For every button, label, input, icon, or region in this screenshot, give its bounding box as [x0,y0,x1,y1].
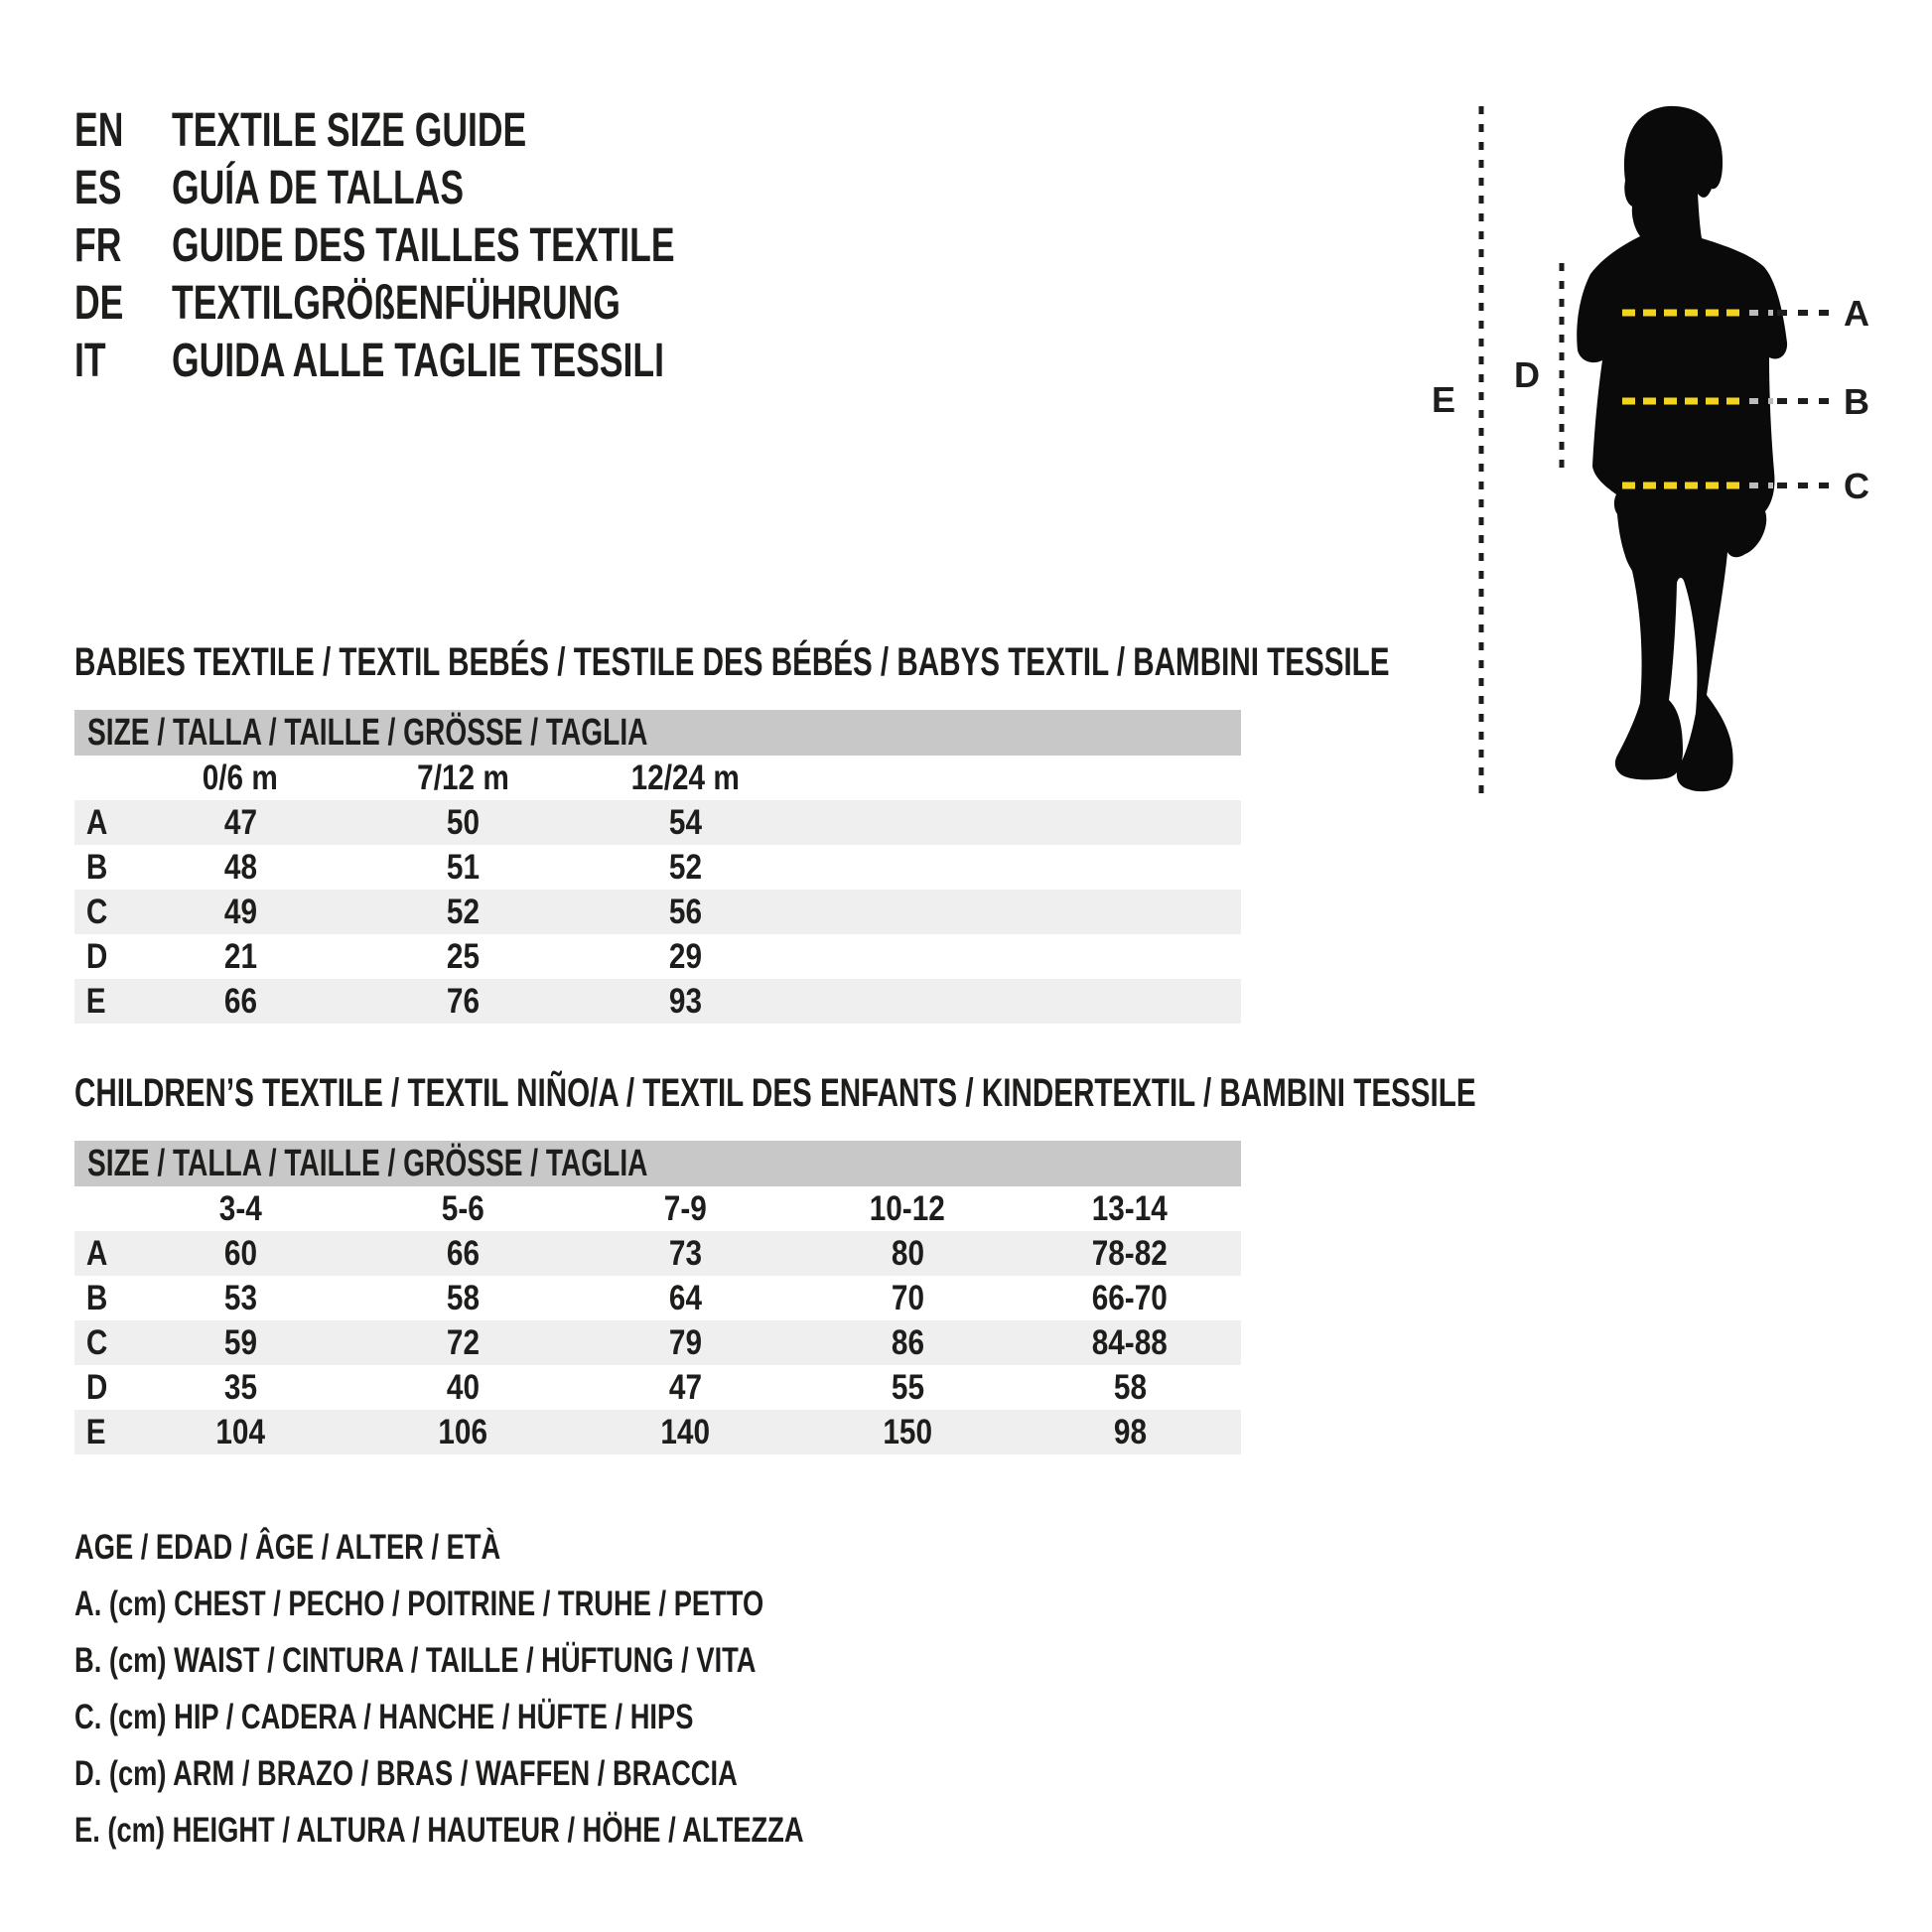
babies-size-header-bar: SIZE / TALLA / TAILLE / GRÖSSE / TAGLIA [74,710,1241,756]
legend-item-waist: B. (cm) WAIST / CINTURA / TAILLE / HÜFTUNG / VITA [74,1641,757,1680]
row-label: C [85,1322,108,1362]
table-row: C 59 72 79 86 84-88 [74,1320,1241,1365]
column-header: 7-9 [663,1188,707,1228]
figure-label-b: B [1844,381,1869,422]
table-row: A 60 66 73 80 78-82 [74,1231,1241,1276]
guide-title-es: GUÍA DE TALLAS [172,162,465,214]
column-header: 7/12 m [416,758,509,797]
child-silhouette [1577,106,1787,791]
figure-label-c: C [1844,466,1869,506]
language-row-es [74,160,852,217]
table-row: E 66 76 93 [74,979,1241,1024]
column-header: 10-12 [869,1188,946,1228]
column-header: 12/24 m [630,758,740,797]
children-size-header-bar: SIZE / TALLA / TAILLE / GRÖSSE / TAGLIA [74,1141,1241,1186]
column-header: 3-4 [218,1188,262,1228]
guide-title-fr: GUIDE DES TAILLES TEXTILE [172,219,675,272]
language-row-fr [74,217,852,275]
row-label: D [85,936,108,976]
legend-item-hip: C. (cm) HIP / CADERA / HANCHE / HÜFTE / HIPS [74,1698,694,1736]
language-code: FR [74,219,122,272]
guide-title-de: TEXTILGRÖßENFÜHRUNG [172,277,621,330]
table-row: C 49 52 56 [74,890,1241,934]
table-row: B 48 51 52 [74,845,1241,890]
guide-title-en: TEXTILE SIZE GUIDE [172,104,527,157]
row-label: E [85,981,106,1021]
language-code: IT [74,335,106,387]
guide-title-it: GUIDA ALLE TAGLIE TESSILI [172,335,664,387]
measurement-legend [74,1519,1010,1859]
row-label: E [85,1412,106,1451]
table-row: A 47 50 54 [74,800,1241,845]
language-code: EN [74,104,124,157]
language-code: DE [74,277,124,330]
language-row-en [74,102,852,160]
children-section-title: CHILDREN’S TEXTILE / TEXTIL NIÑO/A / TEXTIL DES ENFANTS / KINDERTEXTIL / BAMBINI TESSILE [74,1071,1476,1115]
legend-item-arm: D. (cm) ARM / BRAZO / BRAS / WAFFEN / BRACCIA [74,1754,738,1793]
figure-label-d: D [1514,354,1540,395]
column-header: 0/6 m [202,758,279,797]
figure-label-e: E [1431,379,1456,420]
language-code: ES [74,162,122,214]
row-label: A [85,1233,108,1273]
row-label: D [85,1367,108,1407]
table-row: E 104 106 140 150 98 [74,1410,1241,1454]
table-row: D 35 40 47 55 58 [74,1365,1241,1410]
figure-label-a: A [1844,293,1869,334]
legend-item-chest: A. (cm) CHEST / PECHO / POITRINE / TRUHE / PETTO [74,1585,764,1623]
row-label: B [85,847,108,887]
column-header: 13-14 [1091,1188,1169,1228]
babies-section-title: BABIES TEXTILE / TEXTIL BEBÉS / TESTILE DES BÉBÉS / BABYS TEXTIL / BAMBINI TESSILE [74,640,1390,684]
legend-item-height: E. (cm) HEIGHT / ALTURA / HAUTEUR / HÖHE / ALTEZZA [74,1811,804,1850]
row-label: B [85,1278,108,1317]
language-row-de [74,275,852,333]
column-header: 5-6 [441,1188,484,1228]
babies-size-table [74,710,1241,1024]
babies-column-header-row [74,756,1241,800]
table-row: B 53 58 64 70 66-70 [74,1276,1241,1320]
row-label: A [85,802,108,842]
language-title-list [74,102,852,390]
table-row: D 21 25 29 [74,934,1241,979]
row-label: C [85,892,108,931]
children-column-header-row [74,1186,1241,1231]
children-size-table [74,1141,1241,1454]
legend-age-line: AGE / EDAD / ÂGE / ALTER / ETÀ [74,1528,501,1567]
language-row-it [74,333,852,390]
